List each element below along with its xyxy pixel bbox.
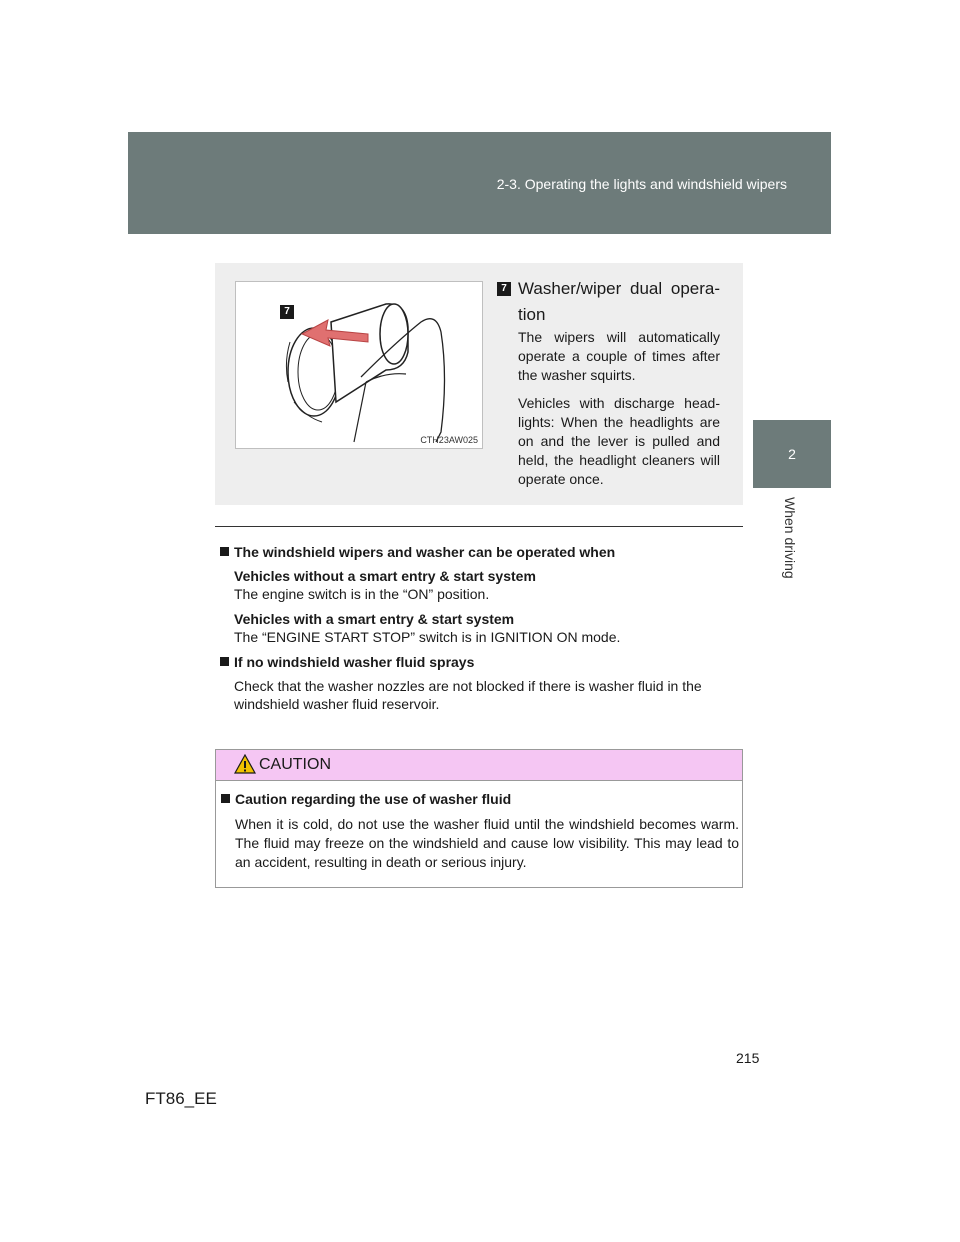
caution-heading-text: Caution regarding the use of washer fluid: [235, 791, 512, 807]
header-bar: [128, 132, 831, 234]
note-text: The “ENGINE START STOP” switch is in IGNITION ON mode.: [234, 629, 621, 645]
notes-section: [218, 543, 738, 713]
document-code: FT86_EE: [145, 1089, 217, 1108]
step-paragraph: Vehicles with discharge head-lights: When the headlights are on and the lever is pulled and held, the headlight cleaners will operate once.: [518, 395, 720, 487]
square-bullet-icon: [220, 547, 229, 556]
note-heading: [218, 543, 738, 561]
note-heading-text: If no windshield washer fluid sprays: [234, 654, 475, 670]
note-heading: [218, 653, 738, 671]
note-text: Check that the washer nozzles are not blocked if there is washer fluid in the windshield washer fluid reservoir.: [234, 678, 702, 712]
section-title: 2-3. Operating the lights and windshield wipers: [496, 176, 787, 192]
note-heading-text: The windshield wipers and washer can be operated when: [234, 544, 616, 560]
warning-icon: [234, 754, 256, 774]
lever-illustration: [235, 281, 483, 449]
caution-heading: [219, 790, 739, 809]
lever-drawing: [236, 282, 483, 449]
note-label: Vehicles without a smart entry & start system: [234, 568, 536, 584]
chapter-label: When driving: [782, 497, 798, 579]
caution-header: [216, 750, 742, 781]
chapter-number-tab: 2: [753, 420, 831, 488]
caution-text: When it is cold, do not use the washer fluid until the windshield becomes warm. The fluid may freeze on the windshield and cause low visibility. This may lead to an accident, resulting in death or serious injury.: [235, 816, 739, 870]
note-text: The engine switch is in the “ON” position.: [234, 586, 490, 602]
caution-title: CAUTION: [259, 756, 331, 773]
figure-code: CTH23AW025: [420, 435, 478, 445]
step-badge: 7: [497, 282, 511, 296]
square-bullet-icon: [220, 657, 229, 666]
page-number: 215: [736, 1050, 760, 1066]
section-divider: [215, 526, 743, 527]
step-description: [518, 328, 720, 498]
step-title: Washer/wiper dual opera-tion: [518, 279, 720, 324]
note-label: Vehicles with a smart entry & start system: [234, 611, 515, 627]
caution-box: [215, 749, 743, 888]
square-bullet-icon: [221, 794, 230, 803]
callout-number: 7: [284, 306, 290, 317]
caution-body: [219, 790, 739, 872]
step-paragraph: The wipers will automatically operate a couple of times after the washer squirts.: [518, 329, 720, 383]
